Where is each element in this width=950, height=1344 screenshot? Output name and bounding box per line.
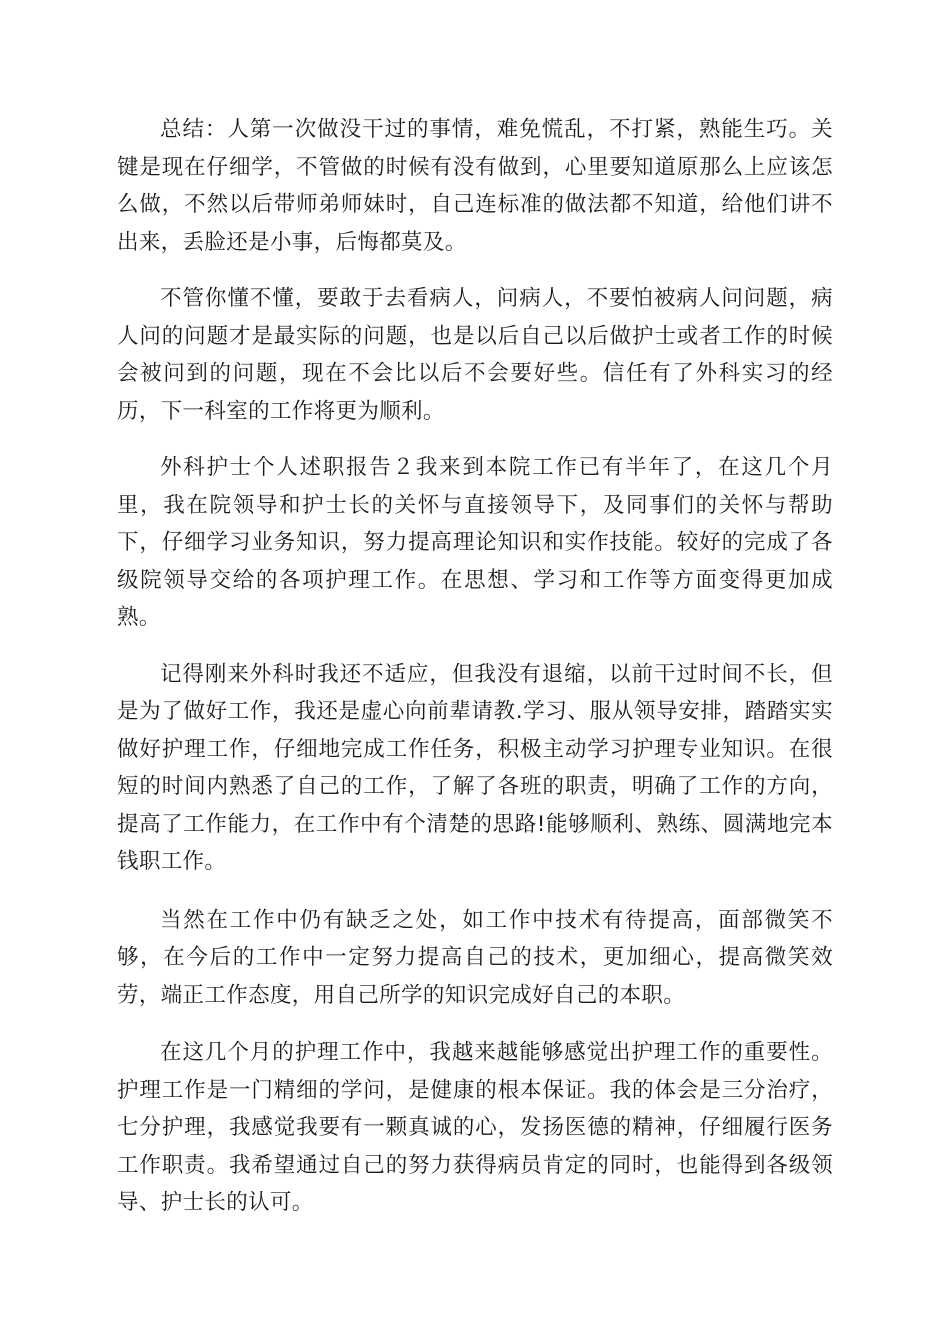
document-body bbox=[117, 111, 833, 1242]
paragraph-conclusion: 在这几个月的护理工作中，我越来越能够感觉出护理工作的重要性。护理工作是一门精细的学问，是健康的根本保证。我的体会是三分治疗，七分护理，我感觉我要有一颗真诚的心，发扬医德的精神，仔细履行医务工作职责。我希望通过自己的努力获得病员肯定的同时，也能得到各级领导、护士长的认可。 bbox=[117, 1040, 833, 1215]
paragraph-ask-patients: 不管你懂不懂，要敢于去看病人，问病人，不要怕被病人问问题，病人问的问题才是最实际的问题，也是以后自己以后做护士或者工作的时候会被问到的问题，现在不会比以后不会要好些。信任有了外科实习的经历，下一科室的工作将更为顺利。 bbox=[117, 286, 833, 424]
paragraph-summary: 总结：人第一次做没干过的事情，难免慌乱，不打紧，熟能生巧。关键是现在仔细学，不管做的时候有没有做到，心里要知道原那么上应该怎么做，不然以后带师弟师妹时，自己连标准的做法都不知道，给他们讲不出来，丢脸还是小事，后悔都莫及。 bbox=[117, 117, 833, 255]
paragraph-report-intro: 外科护士个人述职报告２我来到本院工作已有半年了，在这几个月里，我在院领导和护士长的关怀与直接领导下，及同事们的关怀与帮助下，仔细学习业务知识，努力提高理论知识和实作技能。较好的完成了各级院领导交给的各项护理工作。在思想、学习和工作等方面变得更加成熟。 bbox=[117, 455, 833, 630]
paragraph-shortcomings: 当然在工作中仍有缺乏之处，如工作中技术有待提高，面部微笑不够，在今后的工作中一定努力提高自己的技术，更加细心，提高微笑效劳，端正工作态度，用自己所学的知识完成好自己的本职。 bbox=[117, 907, 833, 1008]
paragraph-early-experience: 记得刚来外科时我还不适应，但我没有退缩，以前干过时间不长，但是为了做好工作，我还是虚心向前辈请教.学习、服从领导安排，踏踏实实做好护理工作，仔细地完成工作任务，积极主动学习护理专业知识。在很短的时间内熟悉了自己的工作，了解了各班的职责，明确了工作的方向，提高了工作能力，在工作中有个清楚的思路!能够顺利、熟练、圆满地完本钱职工作。 bbox=[117, 661, 833, 874]
